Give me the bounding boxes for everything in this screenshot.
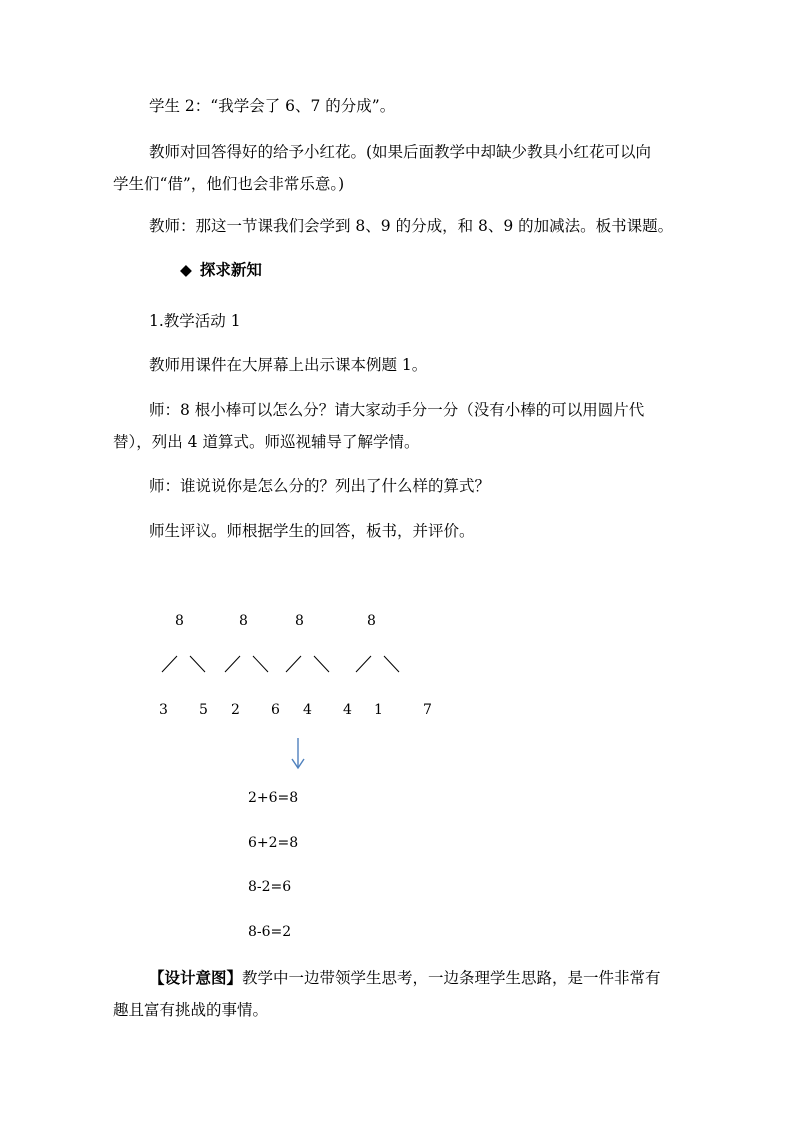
equation-1: 2+6=8 <box>248 790 299 806</box>
part-number-3: 2 <box>231 702 240 718</box>
activity-title: 1.教学活动 1 <box>149 312 241 330</box>
paragraph-teacher-praise-line2: 学生们“借”，他们也会非常乐意。) <box>113 175 345 193</box>
paragraph-design-line2: 趣且富有挑战的事情。 <box>113 1001 269 1019</box>
branch-line-3-left <box>286 656 301 672</box>
paragraph-student2: 学生 2：“我学会了 6、7 的分成”。 <box>149 97 396 115</box>
part-number-2: 5 <box>199 702 208 718</box>
part-number-4: 6 <box>271 702 280 718</box>
down-arrow-icon <box>292 738 304 768</box>
branch-line-2-right <box>253 656 268 672</box>
paragraph-who-says: 师：谁说说你是怎么分的？列出了什么样的算式？ <box>149 477 491 495</box>
equation-4: 8-6=2 <box>248 924 292 940</box>
paragraph-teacher-praise-line1: 教师对回答得好的给予小红花。(如果后面教学中却缺少教具小红花可以向 <box>149 143 652 161</box>
design-intent-text: 教学中一边带领学生思考，一边条理学生思路，是一件非常有 <box>242 969 661 987</box>
part-number-8: 7 <box>423 702 432 718</box>
branch-line-1-right <box>190 656 205 672</box>
paragraph-comment: 师生评议。师根据学生的回答，板书，并评价。 <box>149 522 475 540</box>
part-number-6: 4 <box>343 702 352 718</box>
part-number-5: 4 <box>303 702 312 718</box>
branch-line-4-left <box>356 656 371 672</box>
equation-2: 6+2=8 <box>248 835 299 851</box>
top-number-3: 8 <box>295 613 304 629</box>
part-number-1: 3 <box>159 702 168 718</box>
paragraph-design-line1 <box>113 962 683 994</box>
top-number-1: 8 <box>175 613 184 629</box>
branch-line-4-right <box>384 656 399 672</box>
paragraph-sticks-line1: 师：8 根小棒可以怎么分？请大家动手分一分（没有小棒的可以用圆片代 <box>149 401 645 419</box>
paragraph-sticks-line2: 替），列出 4 道算式。师巡视辅导了解学情。 <box>113 433 420 451</box>
paragraph-teacher-intro: 教师：那这一节课我们会学到 8、9 的分成，和 8、9 的加减法。板书课题。 <box>149 217 674 235</box>
paragraph-courseware: 教师用课件在大屏幕上出示课本例题 1。 <box>149 356 428 374</box>
diamond-bullet-icon: ◆ <box>180 261 192 279</box>
top-number-2: 8 <box>239 613 248 629</box>
branch-line-1-left <box>162 656 177 672</box>
top-number-4: 8 <box>367 613 376 629</box>
design-intent-label: 【设计意图】 <box>149 968 243 987</box>
branch-line-3-right <box>314 656 329 672</box>
branch-line-2-left <box>225 656 240 672</box>
section-heading-text: 探求新知 <box>199 260 262 279</box>
part-number-7: 1 <box>374 702 383 718</box>
equation-3: 8-2=6 <box>248 879 292 895</box>
